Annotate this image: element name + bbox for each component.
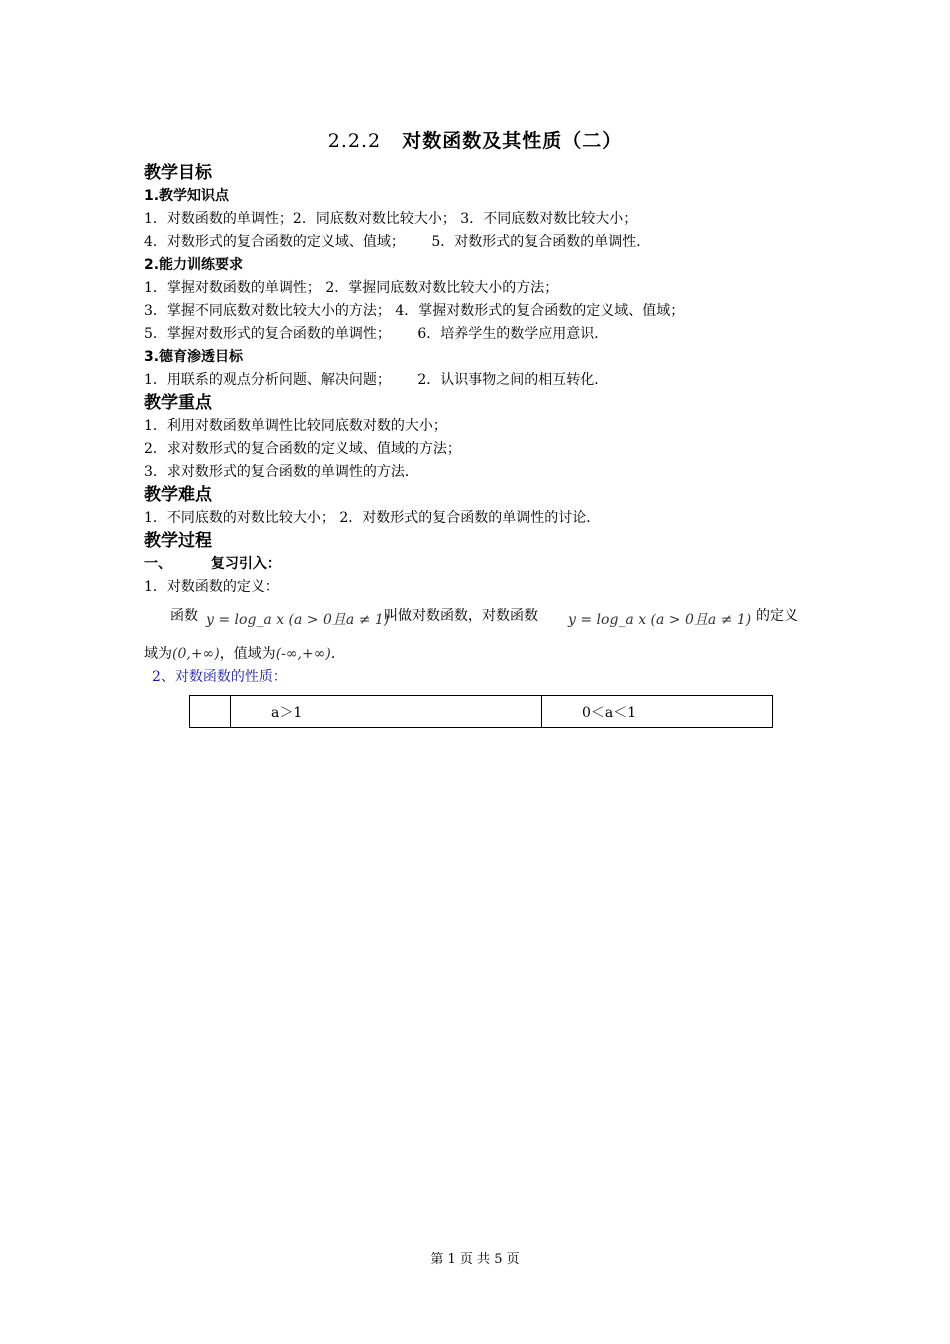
formula-text: y = log_a x (a > 0且a ≠ 1) <box>568 612 752 628</box>
title-text: 对数函数及其性质（二） <box>402 130 623 152</box>
keypoint-line-2: 2．求对数形式的复合函数的定义域、值域的方法； <box>144 441 461 457</box>
page-title <box>0 126 950 153</box>
moral-heading: 3.德育渗透目标 <box>144 349 244 365</box>
keypoint-line-3: 3．求对数形式的复合函数的单调性的方法． <box>144 464 419 480</box>
domain-range-line: 域为(0,+∞)，值域为(-∞,+∞)． <box>144 646 345 662</box>
difficulties-heading: 教学难点 <box>144 485 212 505</box>
table-row <box>190 696 773 728</box>
page-footer: 第 1 页 共 5 页 <box>430 1252 520 1267</box>
knowledge-heading: 1.教学知识点 <box>144 188 230 204</box>
domain-value: (0,+∞) <box>172 646 220 662</box>
moral-line-1: 1．用联系的观点分析问题、解决问题； 2．认识事物之间的相互转化． <box>144 372 609 388</box>
definition-line <box>144 599 824 643</box>
definition-text-a: 函数 <box>170 608 198 624</box>
table-header-cell <box>190 696 231 728</box>
definition-heading: 1．对数函数的定义： <box>144 579 279 595</box>
definition-text-b: 叫做对数函数，对数函数 <box>384 608 538 624</box>
ability-line-1: 1．掌握对数函数的单调性； 2．掌握同底数对数比较大小的方法； <box>144 280 559 296</box>
table-header-cell: a＞1 <box>231 696 542 728</box>
formula-text: y = log_a x (a > 0且a ≠ 1) <box>206 612 390 628</box>
keypoint-line-1: 1．利用对数函数单调性比较同底数对数的大小； <box>144 418 447 434</box>
log-formula-2 <box>568 609 751 629</box>
difficulty-line-1: 1．不同底数的对数比较大小； 2．对数形式的复合函数的单调性的讨论． <box>144 510 601 526</box>
ability-heading: 2.能力训练要求 <box>144 257 244 273</box>
ability-line-3: 5．掌握对数形式的复合函数的单调性； 6．培养学生的数学应用意识． <box>144 326 609 342</box>
knowledge-line-1: 1．对数函数的单调性；2．同底数对数比较大小； 3．不同底数对数比较大小； <box>144 211 638 227</box>
properties-heading: 2、对数函数的性质： <box>152 669 287 685</box>
goals-heading: 教学目标 <box>144 163 212 183</box>
document-body <box>144 162 824 689</box>
table-header-cell: 0＜a＜1 <box>542 696 773 728</box>
properties-table <box>189 695 773 728</box>
title-number: 2.2.2 <box>327 130 382 152</box>
review-section-heading: 一、 复习引入： <box>144 556 281 572</box>
definition-text-c: 的定义 <box>756 608 798 624</box>
ability-line-2: 3．掌握不同底数对数比较大小的方法； 4．掌握对数形式的复合函数的定义域、值域； <box>144 303 685 319</box>
process-heading: 教学过程 <box>144 531 212 551</box>
knowledge-line-2: 4．对数形式的复合函数的定义域、值域； 5．对数形式的复合函数的单调性． <box>144 234 651 250</box>
range-value: (-∞,+∞) <box>275 646 331 662</box>
log-formula-1 <box>206 609 389 629</box>
keypoints-heading: 教学重点 <box>144 393 212 413</box>
